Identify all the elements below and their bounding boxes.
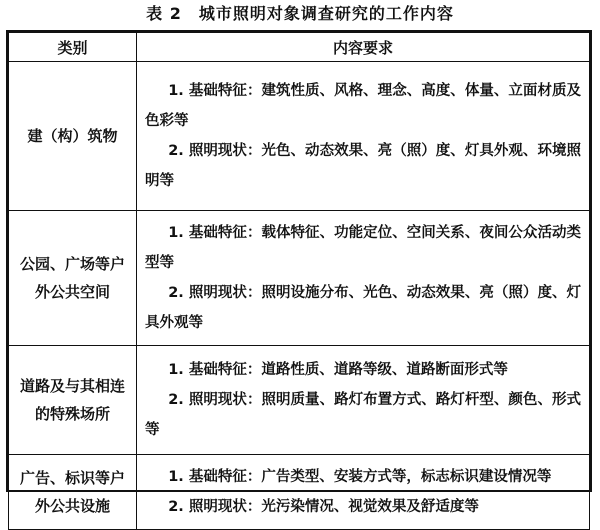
header-content: 内容要求 xyxy=(137,33,590,62)
content-item: 1. 基础特征：道路性质、道路等级、道路断面形式等 xyxy=(168,362,508,378)
row-content-roads xyxy=(137,346,590,455)
content-item: 2. 照明现状：照明质量、路灯布置方式、路灯杆型、颜色、形式等 xyxy=(145,392,581,438)
row-category-advertising: 广告、标识等户外公共设施 xyxy=(9,455,137,530)
row-content-advertising xyxy=(137,455,590,530)
table-caption: 表 2 城市照明对象调查研究的工作内容 xyxy=(146,4,454,23)
content-item: 2. 照明现状：光色、动态效果、亮（照）度、灯具外观、环境照明等 xyxy=(145,143,581,189)
table-row xyxy=(9,346,590,455)
header-category: 类别 xyxy=(9,33,137,62)
content-item: 1. 基础特征：广告类型、安装方式等，标志标识建设情况等 xyxy=(168,469,552,485)
table xyxy=(8,32,590,530)
row-category-buildings: 建（构）筑物 xyxy=(9,62,137,211)
row-content-public-spaces xyxy=(137,211,590,346)
row-category-roads: 道路及与其相连的特殊场所 xyxy=(9,346,137,455)
table-row xyxy=(9,455,590,530)
content-item: 1. 基础特征：载体特征、功能定位、空间关系、夜间公众活动类型等 xyxy=(145,225,581,271)
table-row xyxy=(9,211,590,346)
content-item: 2. 照明现状：照明设施分布、光色、动态效果、亮（照）度、灯具外观等 xyxy=(145,285,581,331)
content-item: 1. 基础特征：建筑性质、风格、理念、高度、体量、立面材质及色彩等 xyxy=(145,83,581,129)
row-content-buildings xyxy=(137,62,590,211)
survey-content-table xyxy=(6,30,592,515)
content-item: 2. 照明现状：光污染情况、视觉效果及舒适度等 xyxy=(168,499,479,515)
row-category-public-spaces: 公园、广场等户外公共空间 xyxy=(9,211,137,346)
header-row xyxy=(9,33,590,62)
table-row xyxy=(9,62,590,211)
